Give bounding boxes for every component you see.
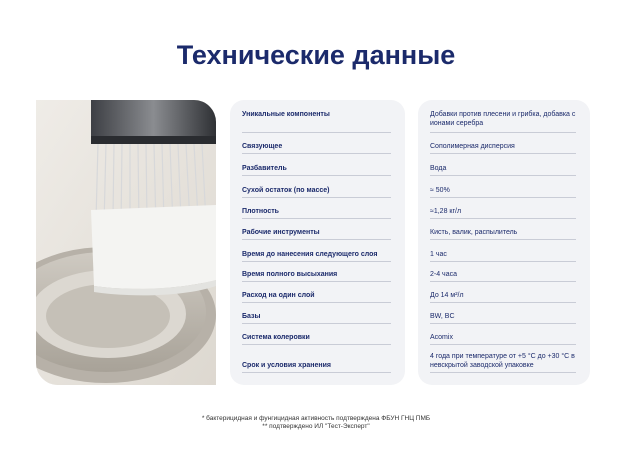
value-row: Вода bbox=[430, 164, 576, 176]
footnotes bbox=[0, 415, 632, 431]
values-card bbox=[418, 100, 590, 385]
label-row: Рабочие инструменты bbox=[242, 228, 391, 240]
value-row: 1 час bbox=[430, 250, 576, 262]
label-row: Плотность bbox=[242, 207, 391, 219]
label-row: Срок и условия хранения bbox=[242, 361, 391, 373]
value-row: 4 года при температуре от +5 °С до +30 °С в невскрытой заводской упаковке bbox=[430, 352, 576, 373]
value-row: Кисть, валик, распылитель bbox=[430, 228, 576, 240]
label-row: Базы bbox=[242, 312, 391, 324]
labels-card bbox=[230, 100, 405, 385]
value-row: Сополимерная дисперсия bbox=[430, 142, 576, 154]
value-row: ≈1,28 кг/л bbox=[430, 207, 576, 219]
value-row: Добавки против плесени и грибка, добавка с ионами серебра bbox=[430, 110, 576, 133]
paint-brush-photo bbox=[36, 100, 216, 385]
value-row: ≈ 50% bbox=[430, 186, 576, 198]
page-title: Технические данные bbox=[176, 40, 456, 70]
label-row: Связующее bbox=[242, 142, 391, 154]
value-row: До 14 м²/л bbox=[430, 291, 576, 303]
footnote: ** подтверждено ИЛ "Тест-Эксперт" bbox=[262, 423, 370, 430]
label-row: Сухой остаток (по массе) bbox=[242, 186, 391, 198]
value-row: BW, BC bbox=[430, 312, 576, 324]
label-row: Расход на один слой bbox=[242, 291, 391, 303]
label-row: Время до нанесения следующего слоя bbox=[242, 250, 391, 262]
value-row: 2-4 часа bbox=[430, 270, 576, 282]
label-row: Уникальные компоненты bbox=[242, 110, 391, 133]
label-row: Система колеровки bbox=[242, 333, 391, 345]
label-row: Время полного высыхания bbox=[242, 270, 391, 282]
value-row: Acomix bbox=[430, 333, 576, 345]
footnote: * бактерицидная и фунгицидная активность подтверждена ФБУН ГНЦ ПМБ bbox=[201, 415, 431, 422]
label-row: Разбавитель bbox=[242, 164, 391, 176]
